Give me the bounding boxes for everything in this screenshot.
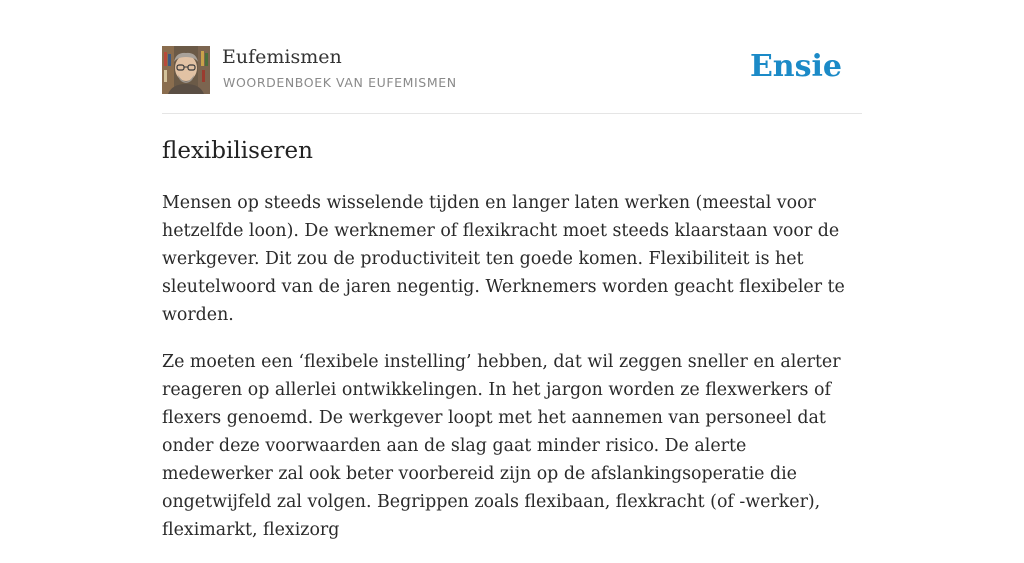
- entry-content: [162, 189, 862, 563]
- brand-logo[interactable]: Ensie: [749, 49, 842, 84]
- header-divider: [162, 113, 862, 114]
- entry-title: flexibiliseren: [162, 138, 313, 164]
- author-name[interactable]: Eufemismen: [222, 46, 342, 68]
- entry-paragraph: Mensen op steeds wisselende tijden en langer laten werken (meestal voor hetzelfde loon). De werknemer of flexikracht moet steeds klaarstaan voor de werkgever. Dit zou de productiviteit ten goede komen. Flexibiliteit is het sleutelwoord van de jaren negentig. Werknemers worden geacht flexibeler te worden.: [162, 193, 845, 325]
- author-portrait-icon: [162, 46, 210, 94]
- author-subtitle[interactable]: WOORDENBOEK VAN EUFEMISMEN: [223, 75, 457, 90]
- entry-paragraph: Ze moeten een ‘flexibele instelling’ hebben, dat wil zeggen sneller en alerter reageren op allerlei ontwikkelingen. In het jargon worden ze flexwerkers of flexers genoemd. De werkgever loopt met het aannemen van personeel dat onder deze voorwaarden aan de slag gaat minder risico. De alerte medewerker zal ook beter voorbereid zijn op de afslankingsoperatie die ongetwijfeld zal volgen. Begrippen zoals flexibaan, flexkracht (of -werker), fleximarkt, flexizorg: [162, 352, 841, 540]
- avatar[interactable]: [162, 46, 210, 94]
- entry-header: [162, 46, 862, 96]
